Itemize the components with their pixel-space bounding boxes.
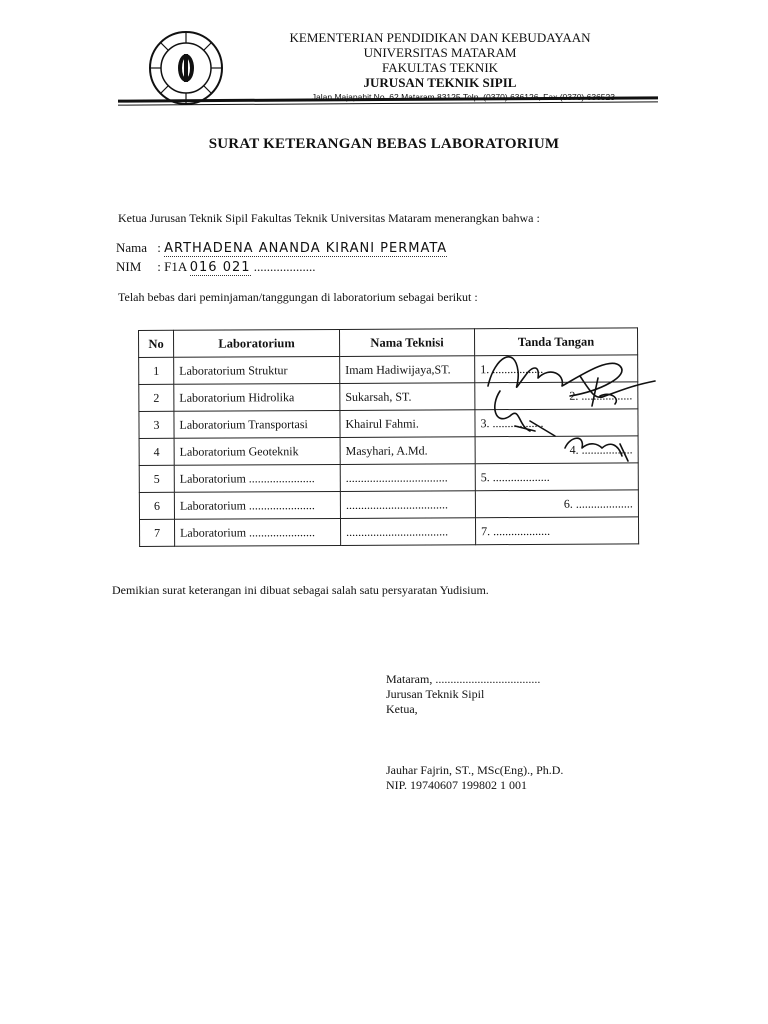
- header-no: No: [139, 330, 174, 357]
- row-no: 3: [139, 411, 174, 438]
- row-teknisi: ..................................: [340, 464, 475, 492]
- university-name: UNIVERSITAS MATARAM: [363, 45, 517, 60]
- place-date: Mataram, ...................................: [386, 672, 541, 686]
- nim-field: [116, 259, 316, 275]
- nim-dots: ...................: [253, 259, 316, 274]
- row-lab: Laboratorium Transportasi: [174, 410, 340, 438]
- signatory-position: Ketua,: [386, 702, 418, 716]
- row-teknisi: Khairul Fahmi.: [340, 410, 475, 438]
- nim-label: NIM: [116, 259, 142, 274]
- signature-block: [386, 672, 540, 717]
- row-signature: 6. ...................: [475, 490, 638, 518]
- row-teknisi: Sukarsah, ST.: [340, 383, 475, 411]
- document-title: SURAT KETERANGAN BEBAS LABORATORIUM: [208, 136, 560, 152]
- nama-value: ARTHADENA ANANDA KIRANI PERMATA: [164, 241, 448, 256]
- row-teknisi: Imam Hadiwijaya,ST.: [340, 356, 475, 384]
- row-teknisi: Masyhari, A.Md.: [340, 437, 475, 465]
- row-signature: 3. .................: [475, 409, 638, 437]
- nama-separator: :: [157, 240, 161, 255]
- table-header-row: [139, 328, 638, 358]
- department-name: JURUSAN TEKNIK SIPIL: [363, 75, 517, 90]
- row-teknisi: ..................................: [340, 518, 475, 546]
- row-lab: Laboratorium ......................: [174, 491, 340, 519]
- university-seal-icon: [148, 30, 224, 106]
- nim-value: 016 021: [189, 260, 251, 275]
- row-lab: Laboratorium ......................: [174, 518, 340, 546]
- ministry-name: KEMENTERIAN PENDIDIKAN DAN KEBUDAYAAN: [289, 30, 591, 45]
- row-no: 1: [139, 357, 174, 384]
- laboratory-table: [138, 327, 639, 547]
- faculty-name: FAKULTAS TEKNIK: [381, 60, 499, 75]
- row-no: 6: [139, 492, 174, 519]
- row-lab: Laboratorium Geoteknik: [174, 437, 340, 465]
- row-lab: Laboratorium Struktur: [174, 356, 340, 384]
- signatory-nip: NIP. 19740607 199802 1 001: [386, 778, 528, 792]
- row-lab: Laboratorium Hidrolika: [174, 383, 340, 411]
- row-signature: 1. .................: [475, 355, 638, 383]
- row-signature: 7. ...................: [475, 517, 638, 545]
- table-row: [139, 382, 638, 412]
- table-row: [139, 517, 638, 547]
- row-signature: 2. .................: [475, 382, 638, 410]
- table-row: [139, 490, 638, 520]
- statement-text: Telah bebas dari peminjaman/tanggungan di laboratorium sebagai berikut :: [118, 290, 478, 304]
- row-no: 4: [139, 438, 174, 465]
- letterhead: [255, 30, 625, 105]
- nama-field: [116, 240, 447, 256]
- row-lab: Laboratorium ......................: [174, 464, 340, 492]
- signatory-identity: [386, 763, 563, 793]
- row-no: 7: [139, 519, 174, 546]
- table-row: [139, 409, 638, 439]
- row-teknisi: ..................................: [340, 491, 475, 519]
- table-row: [139, 355, 638, 385]
- row-signature: 5. ...................: [475, 463, 638, 491]
- signatory-name: Jauhar Fajrin, ST., MSc(Eng)., Ph.D.: [386, 763, 564, 777]
- intro-text: Ketua Jurusan Teknik Sipil Fakultas Teknik Universitas Mataram menerangkan bahwa :: [118, 211, 540, 225]
- table-row: [139, 436, 638, 466]
- row-signature: 4. .................: [475, 436, 638, 464]
- nim-separator: : F1A: [157, 259, 187, 274]
- signatory-unit: Jurusan Teknik Sipil: [386, 687, 485, 701]
- address-line: Jalan Majapahit No. 62 Mataram 83125 Telp. (0370) 636126, Fax (0370) 636523: [311, 92, 615, 102]
- header-laboratorium: Laboratorium: [174, 329, 340, 357]
- row-no: 2: [139, 384, 174, 411]
- header-nama-teknisi: Nama Teknisi: [339, 329, 474, 357]
- table-row: [139, 463, 638, 493]
- header-tanda-tangan: Tanda Tangan: [474, 328, 637, 356]
- row-no: 5: [139, 465, 174, 492]
- nama-label: Nama: [116, 240, 148, 255]
- closing-text: Demikian surat keterangan ini dibuat sebagai salah satu persyaratan Yudisium.: [112, 583, 489, 597]
